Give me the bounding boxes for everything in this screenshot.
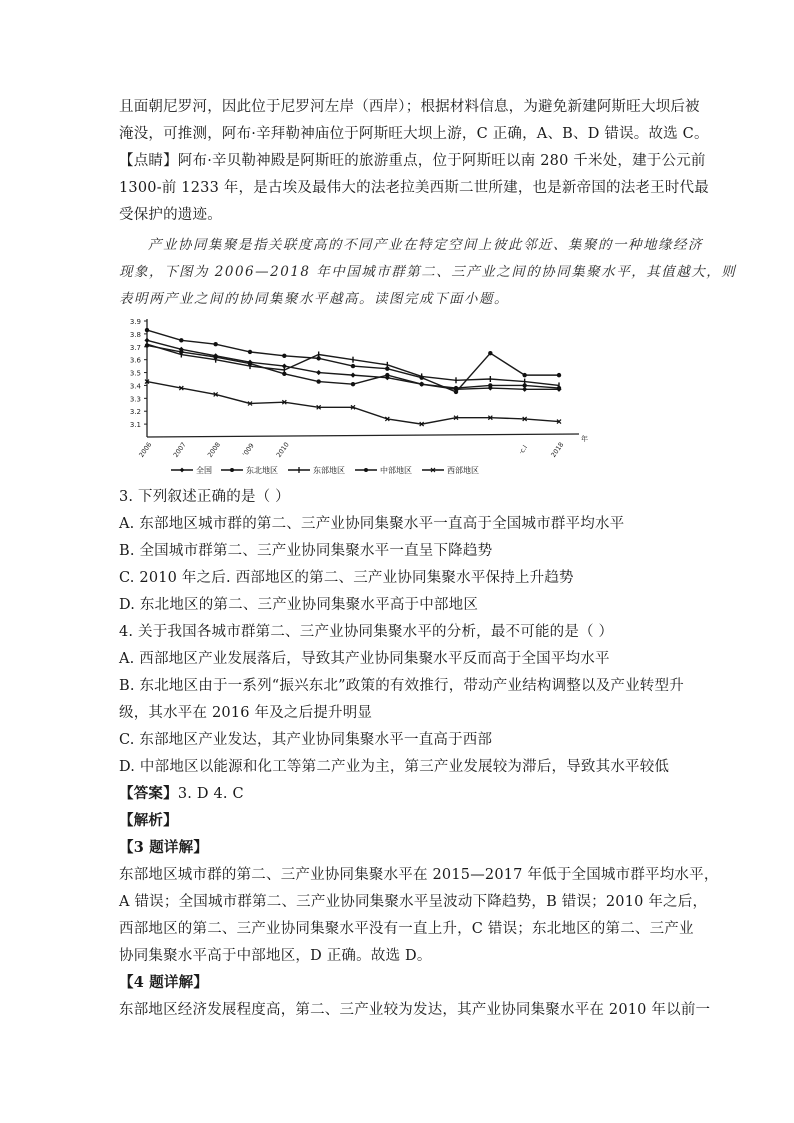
x-tick-label: ·c.l <box>517 443 530 457</box>
data-point <box>557 386 561 390</box>
data-point <box>522 383 526 387</box>
data-point <box>179 350 183 354</box>
paragraph-line: 受保护的遗迹。 <box>119 207 222 223</box>
legend-label: 东北地区 <box>246 466 278 475</box>
legend-marker <box>180 468 185 473</box>
y-tick-label: 3.6 <box>129 356 141 365</box>
data-point <box>385 373 389 377</box>
data-point <box>316 370 321 375</box>
option-3a: A. 东部地区城市群的第二、三产业协同集聚水平一直高于全国城市群平均水平 <box>119 516 625 532</box>
x-tick-label: 2010 <box>274 440 291 459</box>
data-point <box>282 372 286 376</box>
y-tick-label: 3.4 <box>129 382 141 391</box>
data-point <box>454 390 458 394</box>
legend-label: 中部地区 <box>380 466 412 475</box>
data-point <box>454 386 458 390</box>
data-point <box>350 373 355 378</box>
x-axis <box>147 434 579 437</box>
analysis-label: 【解析】 <box>119 812 178 829</box>
data-point <box>282 354 286 358</box>
material-line: 产业协同集聚是指关联度高的不同产业在特定空间上彼此邻近、集聚的一种地缘经济 <box>148 237 703 253</box>
detail-line: 协同集聚水平高于中部地区，D 正确。故选 D。 <box>119 948 432 964</box>
paragraph-line: 1300-前 1233 年，是古埃及最伟大的法老拉美西斯二世所建，也是新帝国的法老王时代最 <box>119 180 709 196</box>
option-4d: D. 中部地区以能源和化工等第二产业为主，第三产业发展较为滞后，导致其水平较低 <box>119 759 670 775</box>
data-point <box>488 351 492 355</box>
y-tick-label: 3.9 <box>129 318 141 326</box>
legend-label: 全国 <box>196 466 212 475</box>
option-3d: D. 东北地区的第二、三产业协同集聚水平高于中部地区 <box>119 597 479 613</box>
line-chart <box>119 313 589 483</box>
x-tick-label: 2008 <box>206 440 223 459</box>
data-point <box>145 343 149 347</box>
data-point <box>522 373 526 377</box>
answer-value: 3. D 4. C <box>177 786 244 802</box>
y-tick-label: 3.8 <box>129 330 141 339</box>
answer-line <box>119 784 679 804</box>
legend-marker <box>364 468 368 472</box>
detail-line: A 错误；全国城市群第二、三产业协同集聚水平呈波动下降趋势，B 错误；2010 年之后， <box>119 894 708 910</box>
option-3c: C. 2010 年之后. 西部地区的第二、三产业协同集聚水平保持上升趋势 <box>119 570 574 586</box>
option-4b: B. 东北地区由于一系列“振兴东北”政策的有效推行，带动产业结构调整以及产业转型升 <box>119 678 684 694</box>
question-4: 4. 关于我国各城市群第二、三产业协同集聚水平的分析，最不可能的是（ ） <box>119 624 614 640</box>
data-point <box>488 383 492 387</box>
detail-4-label: 【4 题详解】 <box>119 974 209 991</box>
paragraph-line: 且面朝尼罗河，因此位于尼罗河左岸（西岸）；根据材料信息，为避免新建阿斯旺大坝后被 <box>119 99 700 115</box>
detail-line: 西部地区的第二、三产业协同集聚水平没有一直上升，C 错误；东北地区的第二、三产业 <box>119 921 694 937</box>
x-tick-label: 2018 <box>549 440 566 459</box>
detail-line: 东部地区经济发展程度高，第二、三产业较为发达，其产业协同集聚水平在 2010 年以前一 <box>119 1002 711 1018</box>
material-line: 现象，下图为 2006—2018 年中国城市群第二、三产业之间的协同集聚水平，其值越大，则 <box>119 264 737 280</box>
y-tick-label: 3.5 <box>129 369 141 378</box>
legend-label: 东部地区 <box>313 466 345 475</box>
data-point <box>248 350 252 354</box>
paragraph-line: 淹没，可推测，阿布·辛拜勒神庙位于阿斯旺大坝上游，C 正确，A、B、D 错误。故选 C。 <box>119 126 709 142</box>
data-point <box>145 328 149 332</box>
option-4a: A. 西部地区产业发展落后，导致其产业协同集聚水平反而高于全国平均水平 <box>119 651 610 667</box>
detail-line: 东部地区城市群的第二、三产业协同集聚水平在 2015—2017 年低于全国城市群平均水平， <box>119 867 719 883</box>
x-tick-label: 2006 <box>137 440 154 459</box>
data-point <box>213 355 217 359</box>
data-point <box>248 361 252 365</box>
data-point <box>316 379 320 383</box>
y-tick-label: 3.1 <box>129 421 141 430</box>
option-3b: B. 全国城市群第二、三产业协同集聚水平一直呈下降趋势 <box>119 543 493 559</box>
y-tick-label: 3.7 <box>129 343 141 352</box>
x-tick-label: 2007 <box>171 440 188 459</box>
x-tick-label: '009 <box>241 441 256 458</box>
material-line: 表明两产业之间的协同集聚水平越高。读图完成下面小题。 <box>119 291 509 307</box>
y-tick-label: 3.3 <box>129 395 141 404</box>
data-point <box>351 364 355 368</box>
data-point <box>213 342 217 346</box>
answer-label: 【答案】 <box>119 785 178 802</box>
paragraph-line: 【点睛】阿布·辛贝勒神殿是阿斯旺的旅游重点，位于阿斯旺以南 280 千米处，建于公元前 <box>119 153 706 169</box>
y-tick-label: 3.2 <box>129 408 141 417</box>
data-point <box>351 382 355 386</box>
legend-marker <box>230 468 234 472</box>
data-point <box>557 373 561 377</box>
data-point <box>419 382 423 386</box>
x-axis-unit: 年 <box>581 435 588 443</box>
legend-label: 西部地区 <box>447 466 479 475</box>
option-4b-cont: 级，其水平在 2016 年及之后提升明显 <box>119 705 373 721</box>
detail-3-label: 【3 题详解】 <box>119 839 209 856</box>
option-4c: C. 东部地区产业发达，其产业协同集聚水平一直高于西部 <box>119 732 493 748</box>
question-3: 3. 下列叙述正确的是（ ） <box>119 489 290 505</box>
data-point <box>179 338 183 342</box>
